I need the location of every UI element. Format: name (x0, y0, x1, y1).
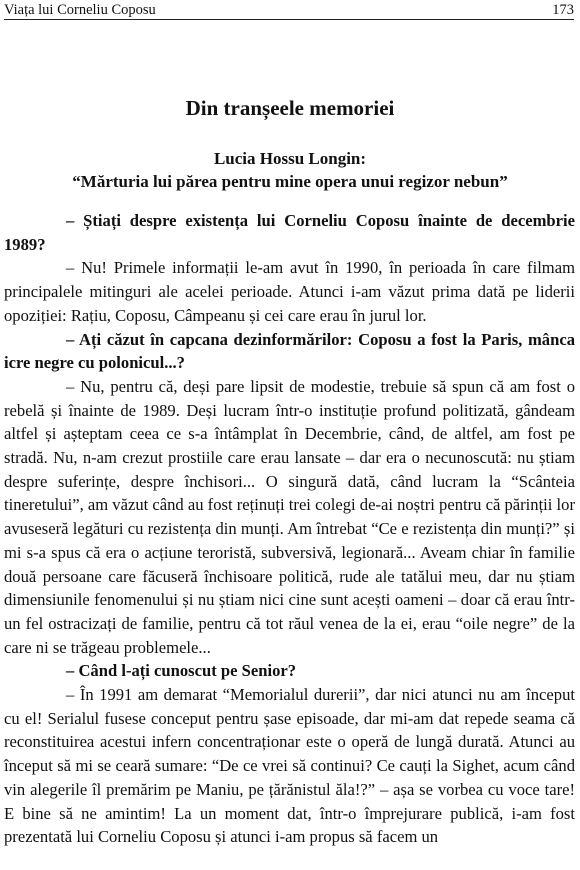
interviewee-name: Lucia Hossu Longin: (213, 149, 367, 168)
interview-quote-title: “Mărturia lui părea pentru mine opera unui regizor nebun” (72, 172, 508, 191)
running-header (4, 0, 574, 20)
interview-question: – Când l-ați cunoscut pe Senior? (66, 661, 297, 681)
interview-body (4, 209, 575, 849)
page-number: 173 (552, 2, 574, 18)
interview-answer: – Nu! Primele informații le-am avut în 1990, în perioada în care filmam principalele mitinguri ale acelei perioade. Atunci i-am văzut prima dată pe liderii opoziției: Rațiu, Coposu, Câmpeanu și cei care erau în jurul lor. (4, 258, 575, 325)
interview-answer: – Nu, pentru că, deși pare lipsit de modestie, trebuie să spun că am fost o rebelă și înainte de 1989. Deși lucram într-o instituție profund politizată, gândeam altfel și așteptam ceea ce s-a întâmplat în Decembrie, când, de altfel, am fost pe stradă. Nu, n-am crezut prostiile care erau lansate – dar era o necunoscută: nu știam despre suferințe, despre închisori... O singură dată, când lucram la “Scânteia tineretului”, am văzut când au fost reținuți trei colegi de-ai noștri pentru că părinții lor avuseseră legături cu rezistența din munți. Am întrebat “Ce e rezistența din munți?” și mi s-a spus că era o acțiune teroristă, subversivă, legionară... Aveam chiar în familie două persoane care făcuseră închisoare politică, rude ale tatălui meu, dar nu știam dimensiunile fenomenului și nu știam nici cine sunt acești oameni – doar că erau într-un fel ostracizați de familie, pentru că tot răul venea de la ei, erau “oile negre” de la care ni se trăgeau problemele... (4, 376, 575, 657)
interview-question: – Știați despre existența lui Corneliu Coposu înainte de decembrie 1989? (4, 211, 575, 254)
running-title: Viața lui Corneliu Coposu (4, 2, 156, 18)
chapter-title: Din tranșeele memoriei (185, 96, 395, 120)
interview-question: – Ați căzut în capcana dezinformărilor: Coposu a fost la Paris, mânca icre negre cu polonicul...? (4, 329, 575, 373)
interview-answer: – În 1991 am demarat “Memorialul durerii”, dar nici atunci nu am început cu el! Serialul fusese conceput pentru șase episoade, dar mi-am dat repede seama că reconstituirea acestui infern concentraționar este o operă de lungă durată. Atunci au început să mi se ceară sumare: “De ce vrei să continui? Ce cauți la Sighet, acum când vin alegerile îl premărim pe Maniu, pe țărănistul ăla!?” – așa se vorbea cu voce tare! E bine să ne amintim! La un moment dat, într-o împrejurare publică, i-am fost prezentată lui Corneliu Coposu și atunci i-am propus să facem un (4, 685, 575, 847)
